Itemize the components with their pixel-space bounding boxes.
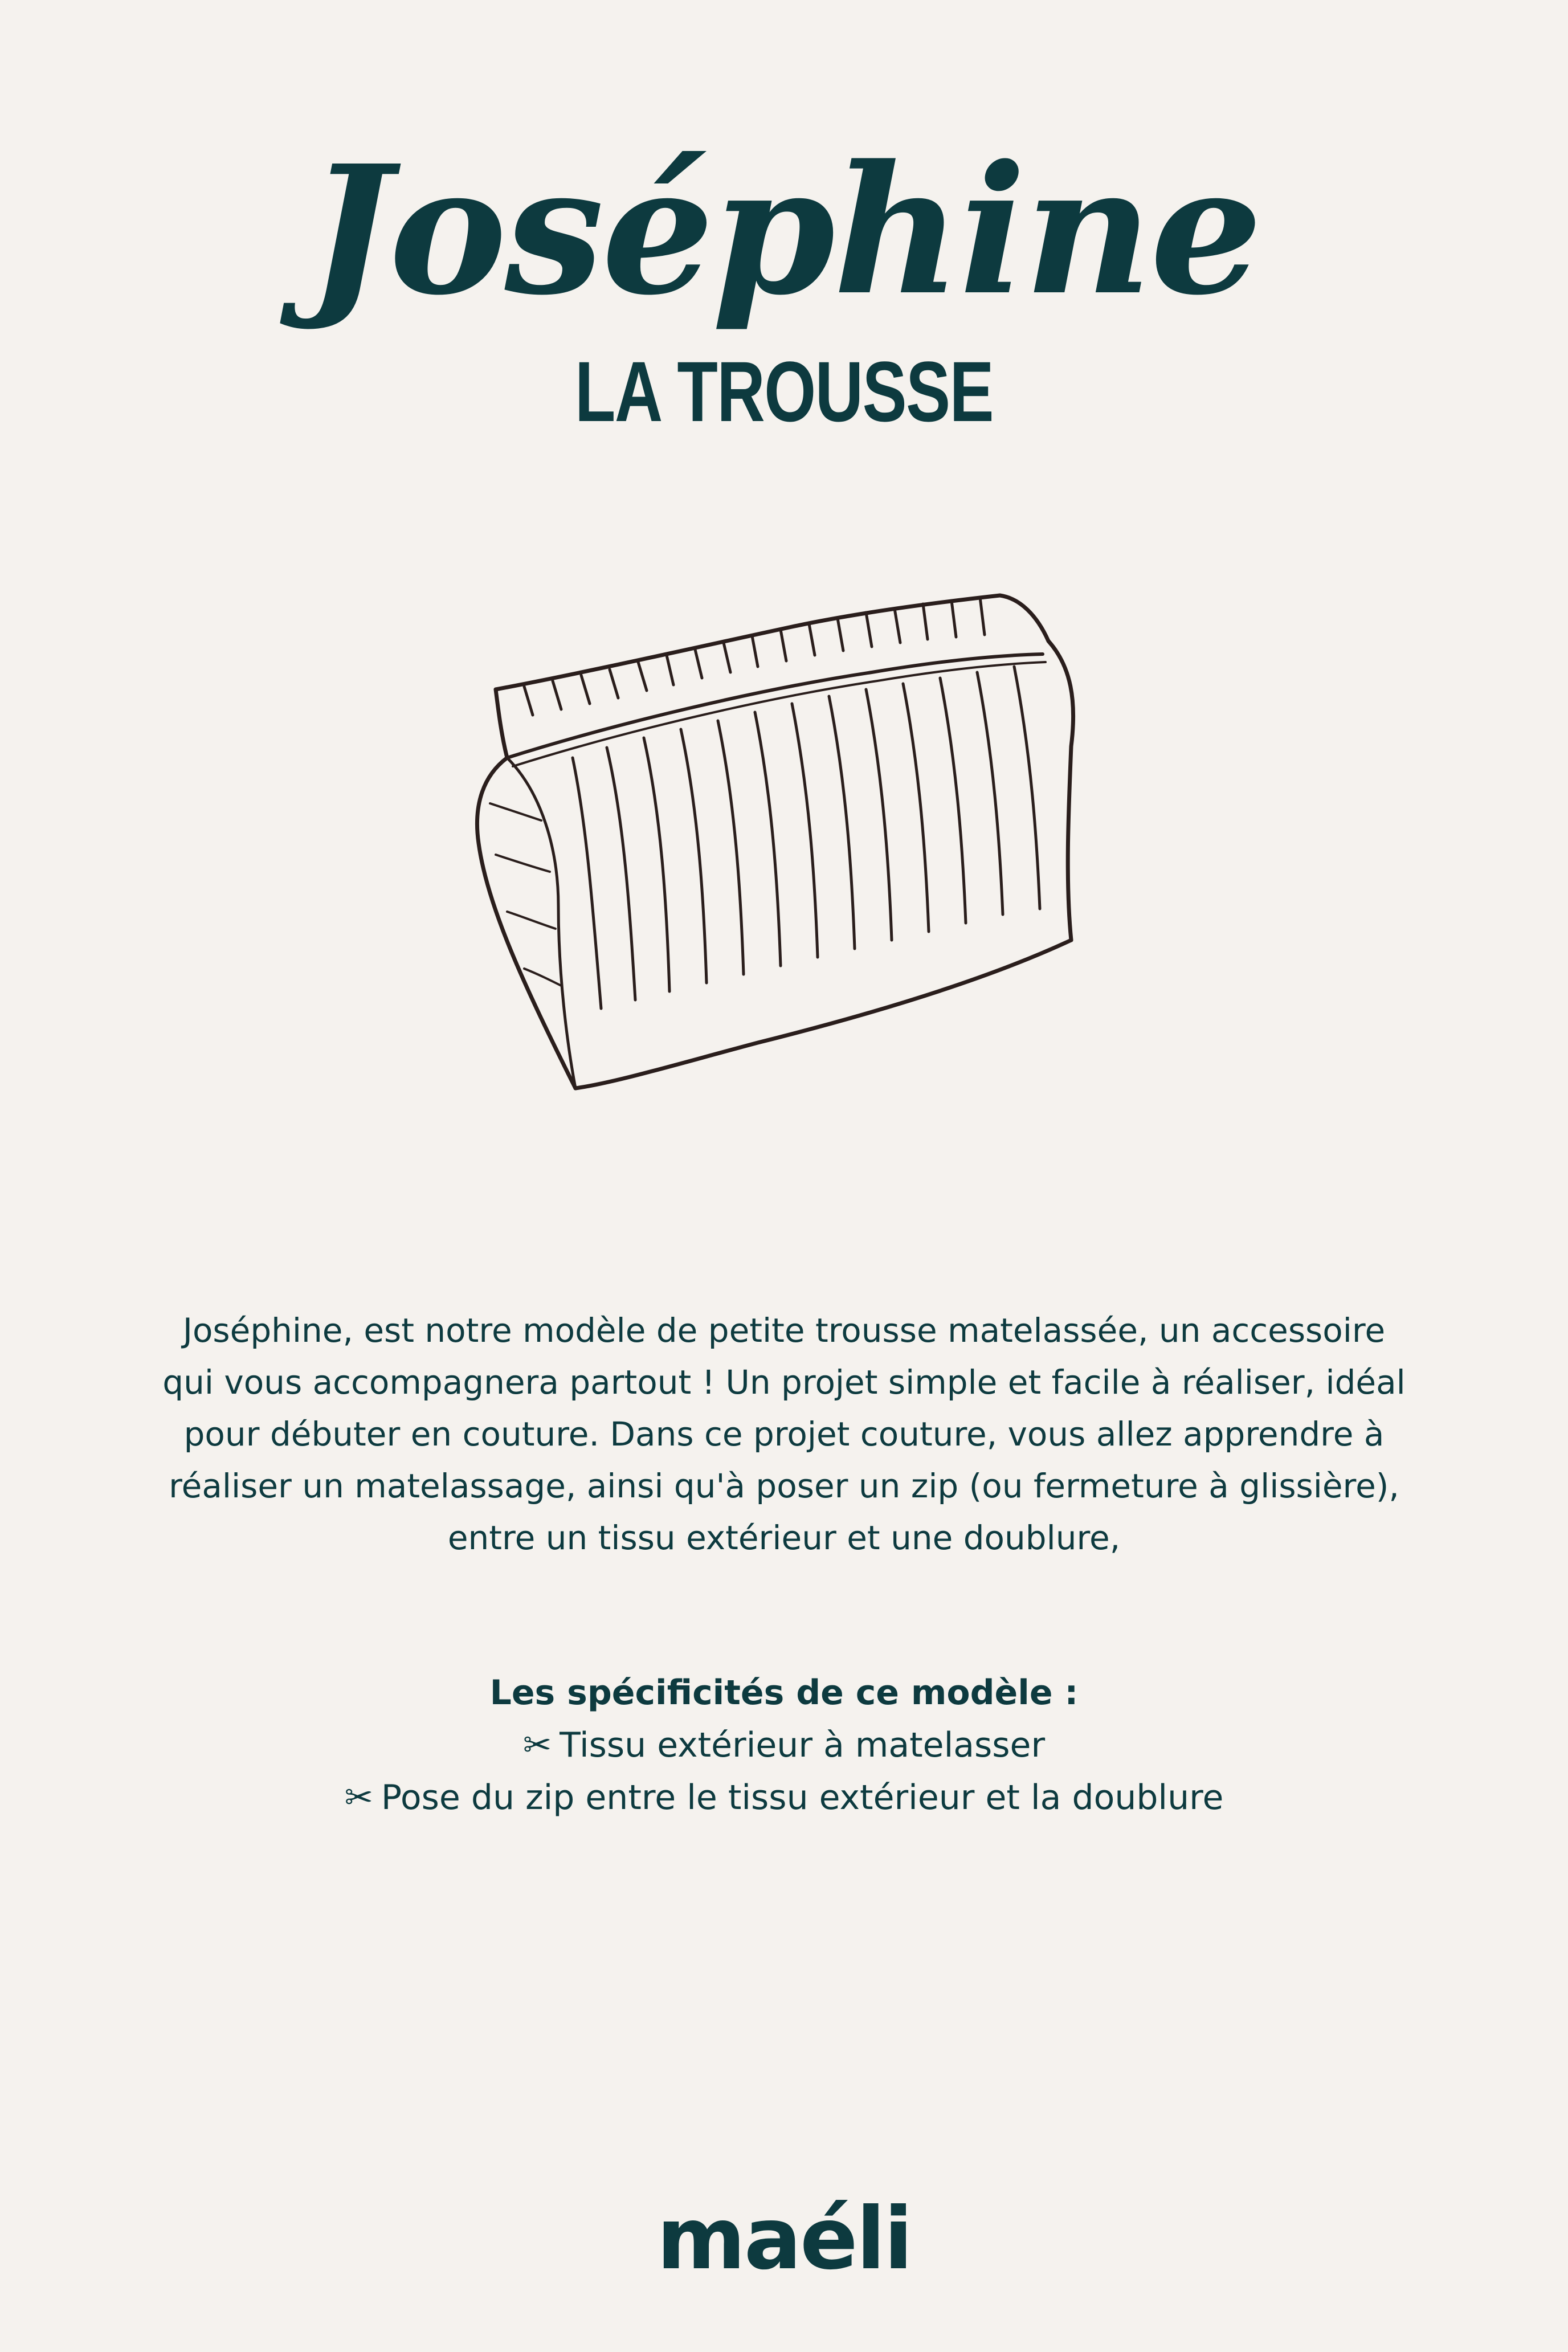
description-line: Joséphine, est notre modèle de petite trousse matelassée, un accessoire xyxy=(182,1311,1386,1350)
scissors-icon: ✂ xyxy=(522,1725,552,1765)
page-title: Joséphine xyxy=(308,127,1260,334)
scissors-icon: ✂ xyxy=(344,1778,373,1818)
page-subtitle: LA TROUSSE xyxy=(574,344,994,439)
specs-section xyxy=(114,1667,1454,1824)
spec-item-label: Pose du zip entre le tissu extérieur et la doublure xyxy=(381,1778,1224,1818)
spec-item-label: Tissu extérieur à matelasser xyxy=(560,1725,1046,1765)
description xyxy=(114,1305,1454,1564)
description-line: pour débuter en couture. Dans ce projet couture, vous allez apprendre à xyxy=(183,1415,1385,1453)
spec-item xyxy=(114,1771,1454,1824)
description-line: réaliser un matelassage, ainsi qu'à poser un zip (ou fermeture à glissière), xyxy=(169,1467,1399,1505)
description-line: qui vous accompagnera partout ! Un projet simple et facile à réaliser, idéal xyxy=(162,1363,1406,1402)
specs-heading: Les spécificités de ce modèle : xyxy=(489,1673,1079,1713)
description-line: entre un tissu extérieur et une doublure, xyxy=(447,1518,1121,1557)
spec-item xyxy=(114,1719,1454,1771)
pouch-illustration xyxy=(473,587,1100,1100)
brand-logo: maéli xyxy=(656,2190,912,2289)
